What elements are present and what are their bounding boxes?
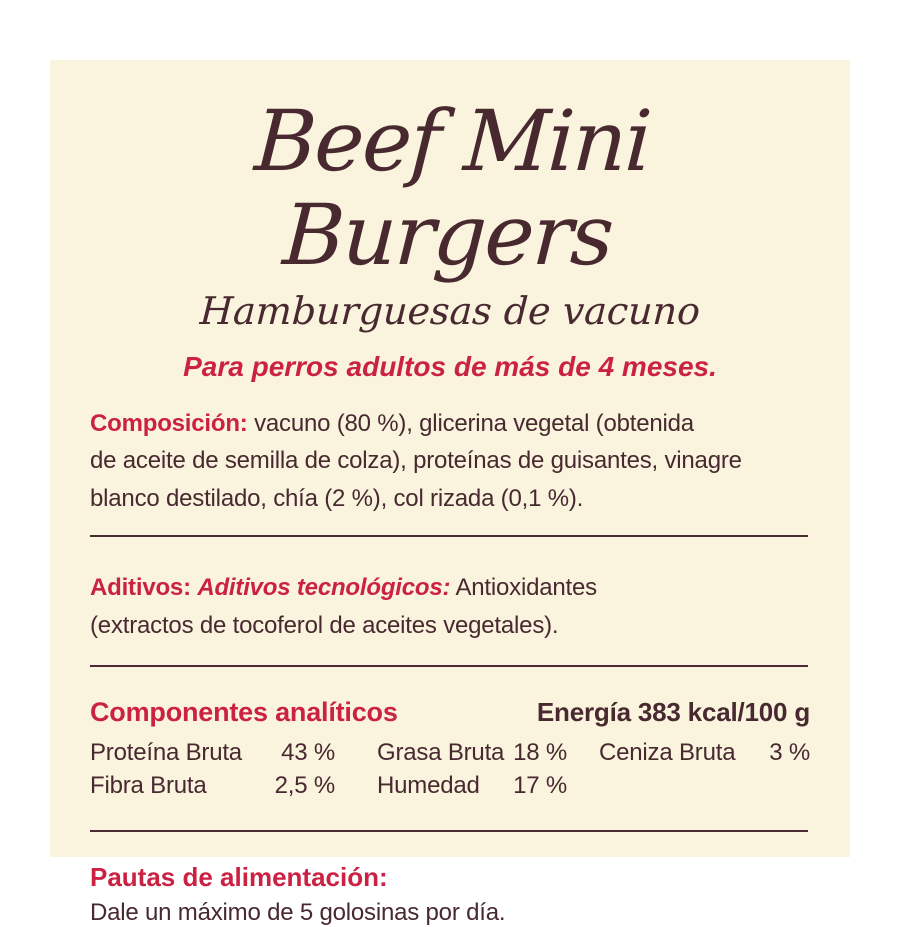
analytical-value: 17 %: [513, 772, 567, 800]
composition-text: vacuno (80 %), glicerina vegetal (obtenida: [254, 409, 694, 437]
composition-section: [90, 405, 810, 518]
additives-line: (extractos de tocoferol de aceites vegetales).: [90, 611, 559, 639]
analytical-value: 2,5 %: [274, 772, 335, 800]
additives-label: Aditivos:: [90, 574, 191, 602]
age-tagline: Para perros adultos de más de 4 meses.: [183, 350, 717, 382]
product-label-panel: [50, 60, 850, 927]
table-gap: [567, 769, 599, 802]
section-divider: [90, 535, 808, 537]
table-gap: [335, 736, 377, 769]
analytical-heading: Componentes analíticos: [90, 697, 398, 728]
analytical-value: 18 %: [513, 739, 567, 767]
composition-label: Composición:: [90, 409, 248, 437]
analytical-label: Fibra Bruta: [90, 772, 207, 800]
additives-section: [90, 569, 810, 644]
table-gap: [335, 769, 377, 802]
analytical-label: Humedad: [377, 772, 480, 800]
table-empty-cell: [749, 769, 810, 802]
product-title: Beef Mini Burgers: [252, 92, 653, 285]
analytical-value: 43 %: [281, 739, 335, 767]
feeding-text: Dale un máximo de 5 golosinas por día.: [90, 899, 506, 927]
energy-value: Energía 383 kcal/100 g: [536, 697, 810, 728]
composition-line: blanco destilado, chía (2 %), col rizada (0,1 %).: [90, 484, 584, 512]
composition-line: de aceite de semilla de colza), proteínas de guisantes, vinagre: [90, 447, 742, 475]
analytical-label: Ceniza Bruta: [599, 739, 736, 767]
analytical-table: [90, 736, 810, 802]
additives-line: [90, 569, 810, 607]
composition-line: [90, 405, 810, 443]
table-gap: [567, 736, 599, 769]
product-subtitle: Hamburguesas de vacuno: [198, 289, 702, 334]
additives-sublabel: Aditivos tecnológicos:: [197, 574, 451, 602]
feeding-heading: Pautas de alimentación:: [90, 862, 388, 893]
table-empty-cell: [599, 769, 749, 802]
analytical-header: [90, 697, 810, 728]
analytical-label: Proteína Bruta: [90, 739, 242, 767]
analytical-label: Grasa Bruta: [377, 739, 505, 767]
section-divider: [90, 665, 808, 667]
feeding-section: [90, 862, 810, 927]
section-divider: [90, 830, 808, 832]
analytical-value: 3 %: [769, 739, 810, 767]
additives-text: Antioxidantes: [455, 574, 597, 602]
